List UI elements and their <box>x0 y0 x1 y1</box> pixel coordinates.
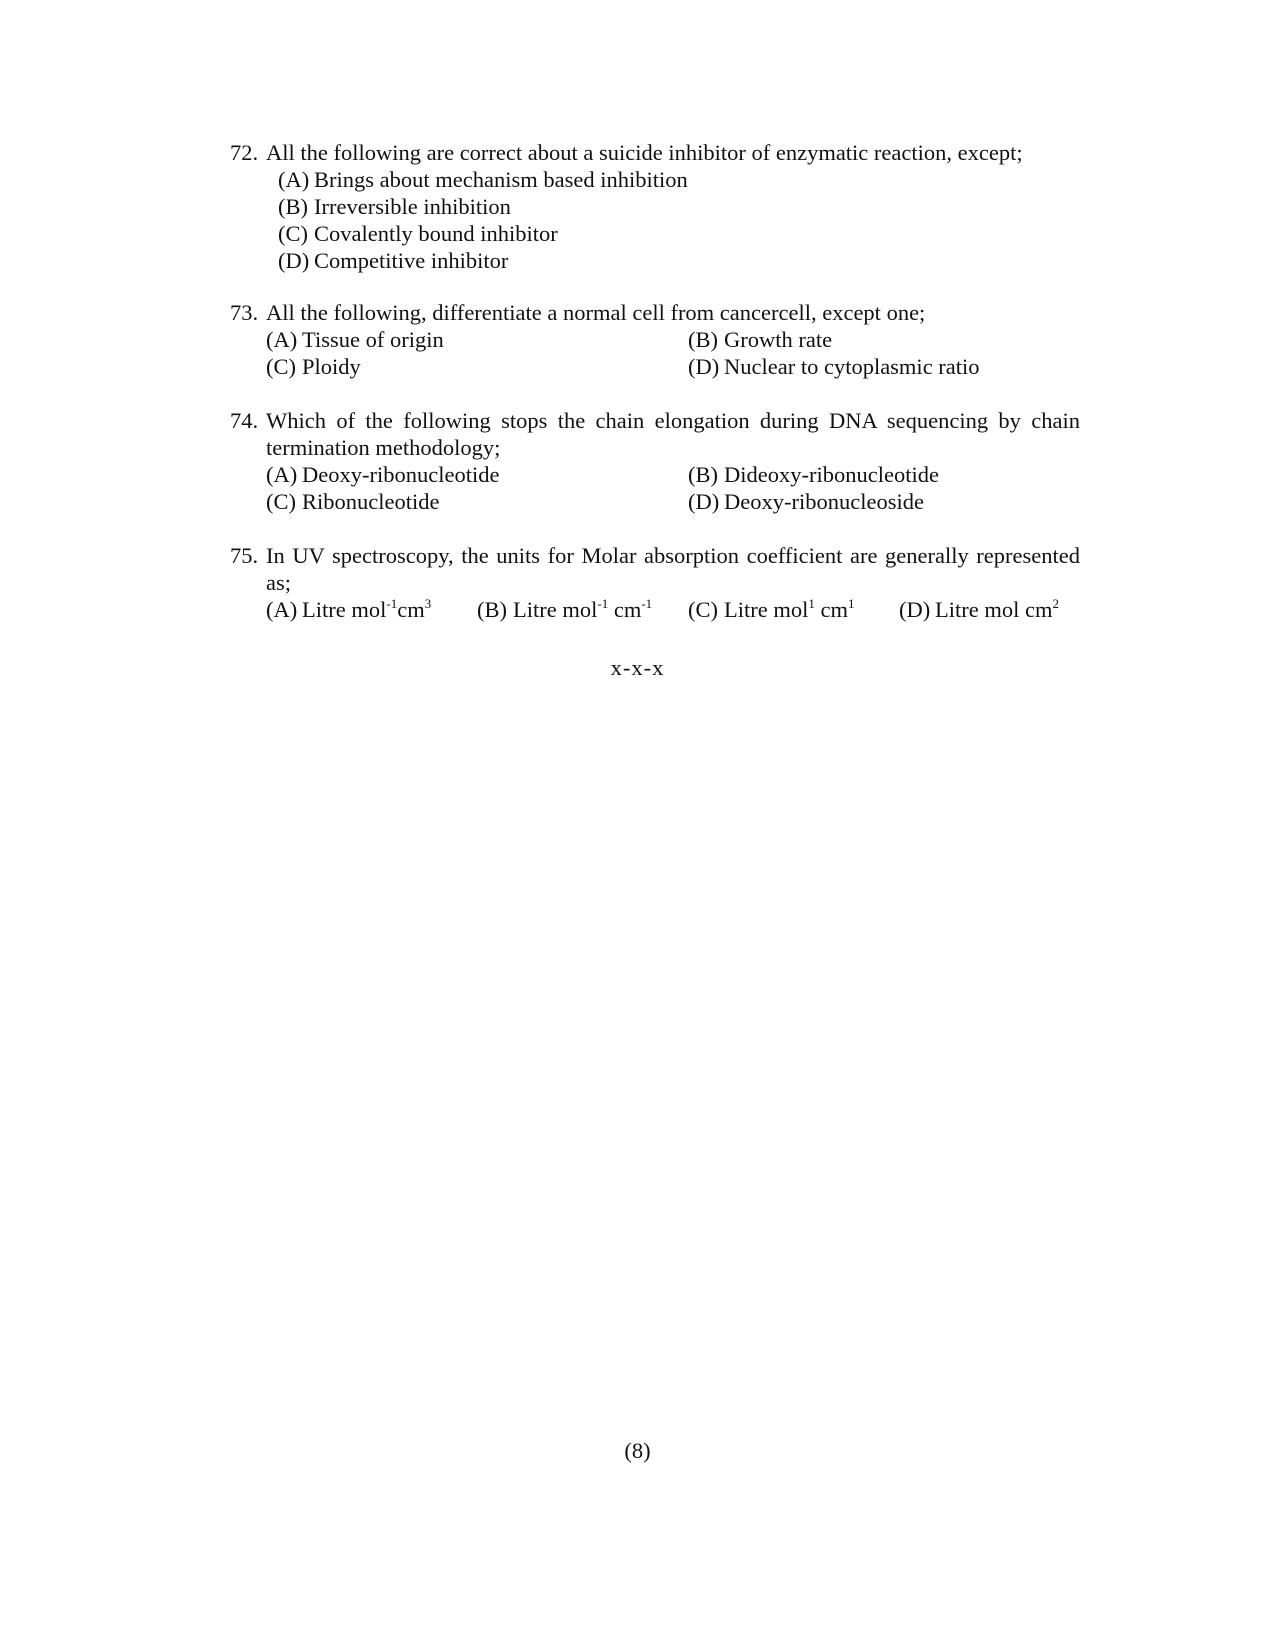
superscript: 2 <box>1052 596 1059 611</box>
option-text: Litre mol cm <box>935 597 1053 622</box>
option-label: (D) <box>688 354 720 379</box>
superscript: 3 <box>424 596 432 611</box>
question-72 <box>230 139 1080 274</box>
option-row <box>266 596 1080 623</box>
superscript: -1 <box>597 596 609 611</box>
option-label: (D) <box>899 597 931 622</box>
question-73 <box>230 299 1080 380</box>
option-c <box>688 596 899 623</box>
option-d <box>278 247 1080 274</box>
option-b <box>278 193 1080 220</box>
option-c <box>278 220 1080 247</box>
option-text: Litre mol <box>302 597 387 622</box>
option-label: (C) <box>266 354 296 379</box>
option-a <box>278 166 1080 193</box>
option-label: (B) <box>278 194 308 219</box>
option-grid <box>266 461 1080 515</box>
page-number: (8) <box>624 1438 651 1463</box>
option-b <box>688 461 1080 488</box>
option-text: Ploidy <box>302 354 361 379</box>
option-text-unit: cm <box>608 597 642 622</box>
question-number: 75. <box>230 543 259 568</box>
option-text: Tissue of origin <box>302 327 444 352</box>
option-text-unit: cm <box>814 597 848 622</box>
option-b <box>688 326 1080 353</box>
option-label: (A) <box>266 597 298 622</box>
option-text: Nuclear to cytoplasmic ratio <box>724 354 980 379</box>
option-b <box>477 596 688 623</box>
question-74 <box>230 407 1080 515</box>
question-75 <box>230 542 1080 623</box>
option-grid <box>266 326 1080 380</box>
option-d <box>899 596 1080 623</box>
option-c <box>266 353 688 380</box>
option-label: (D) <box>688 489 720 514</box>
question-number: 72. <box>230 140 259 165</box>
option-text: Deoxy-ribonucleotide <box>302 462 500 487</box>
option-d <box>688 353 1080 380</box>
question-text: All the following, differentiate a normal cell from cancercell, except one; <box>266 300 926 325</box>
question-number: 74. <box>230 408 259 433</box>
option-text: Competitive inhibitor <box>314 248 509 273</box>
option-label: (B) <box>477 597 507 622</box>
option-label: (A) <box>266 327 298 352</box>
option-a <box>266 461 688 488</box>
superscript: -1 <box>641 596 653 611</box>
option-d <box>688 488 1080 515</box>
option-a <box>266 326 688 353</box>
option-text-unit: cm <box>397 597 425 622</box>
option-text: Ribonucleotide <box>302 489 440 514</box>
option-label: (C) <box>688 597 718 622</box>
option-text: Irreversible inhibition <box>314 194 511 219</box>
superscript: -1 <box>386 596 398 611</box>
question-text: In UV spectroscopy, the units for Molar absorption coefficient are generally represented as; <box>266 543 1080 595</box>
end-marker: x-x-x <box>610 655 665 680</box>
option-label: (B) <box>688 327 718 352</box>
option-label: (D) <box>278 248 310 273</box>
option-list <box>278 166 1080 274</box>
question-text: All the following are correct about a suicide inhibitor of enzymatic reaction, except; <box>266 140 1023 165</box>
option-label: (B) <box>688 462 718 487</box>
option-label: (A) <box>278 167 310 192</box>
option-text: Growth rate <box>724 327 833 352</box>
option-text: Covalently bound inhibitor <box>314 221 558 246</box>
option-text: Brings about mechanism based inhibition <box>314 167 688 192</box>
option-a <box>266 596 477 623</box>
option-label: (A) <box>266 462 298 487</box>
option-label: (C) <box>266 489 296 514</box>
option-text: Litre mol <box>513 597 598 622</box>
question-number: 73. <box>230 300 259 325</box>
question-text: Which of the following stops the chain elongation during DNA sequencing by chain termination methodology; <box>266 408 1080 460</box>
option-text: Deoxy-ribonucleoside <box>724 489 924 514</box>
option-text: Dideoxy-ribonucleotide <box>724 462 939 487</box>
superscript: 1 <box>808 596 815 611</box>
superscript: 1 <box>847 596 855 611</box>
option-c <box>266 488 688 515</box>
option-label: (C) <box>278 221 308 246</box>
option-text: Litre mol <box>724 597 809 622</box>
